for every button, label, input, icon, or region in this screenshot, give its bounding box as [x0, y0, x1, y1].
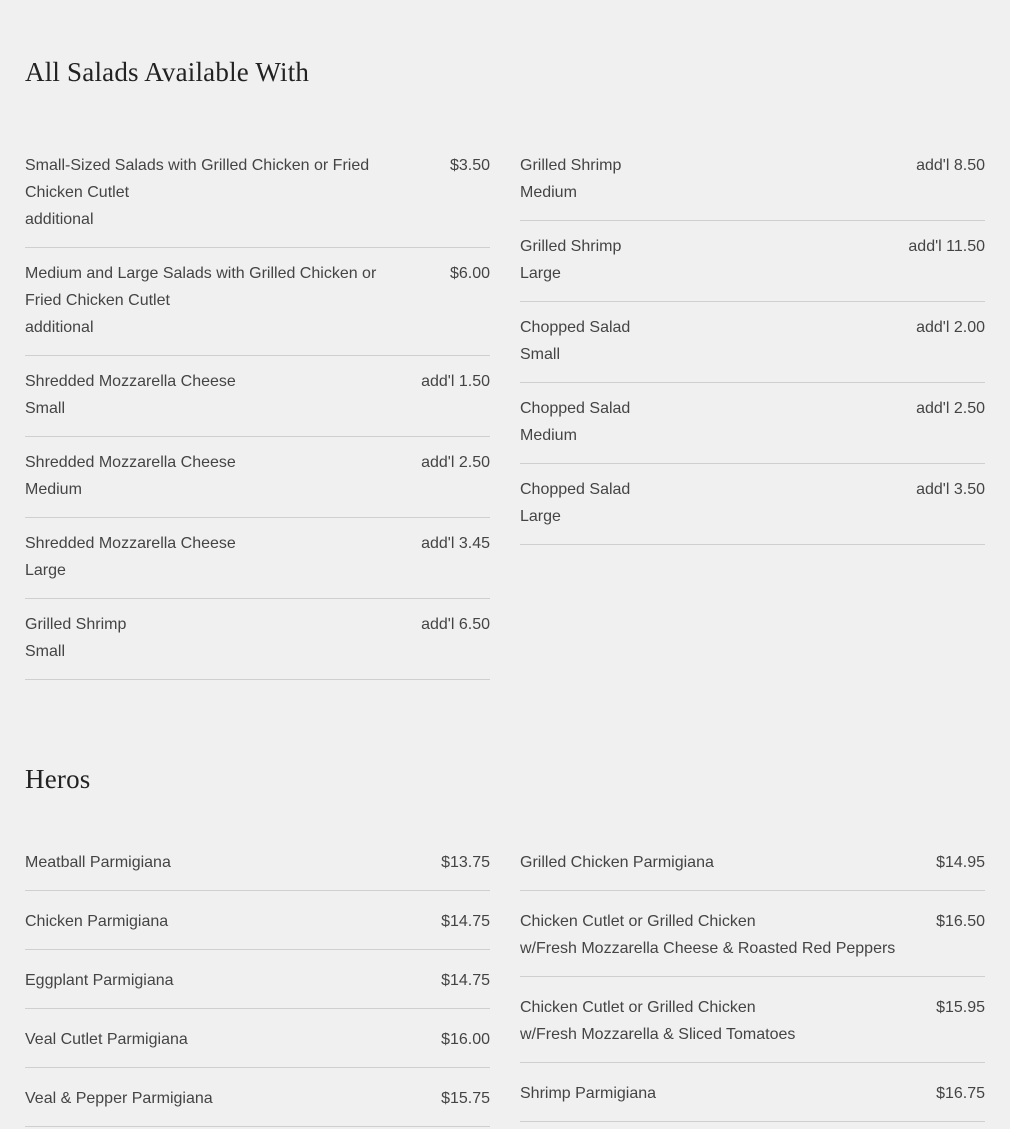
menu-item-text [25, 530, 385, 584]
menu-item [520, 977, 985, 1063]
salads-left-column [25, 140, 490, 680]
menu-item [520, 221, 985, 302]
menu-item-price: add'l 8.50 [916, 157, 985, 174]
menu-item-price: add'l 6.50 [421, 616, 490, 633]
menu-item-name: Grilled Shrimp [520, 238, 622, 255]
section-title: Heros [25, 764, 91, 794]
menu-item-text [25, 449, 385, 503]
menu-item-price: $13.75 [441, 854, 490, 871]
menu-item [25, 248, 490, 356]
menu-item-detail: w/Fresh Mozzarella Cheese & Roasted Red Peppers [520, 940, 896, 957]
menu-item-name: Chicken Parmigiana [25, 913, 169, 930]
menu-item [520, 464, 985, 545]
menu-item-price: $15.95 [936, 999, 985, 1016]
menu-item-text [520, 314, 880, 368]
menu-item-text [520, 908, 900, 962]
menu-item-text [25, 908, 405, 935]
menu-item-text [25, 611, 385, 665]
menu-item-detail: Large [25, 562, 66, 579]
menu-item-price: add'l 1.50 [421, 373, 490, 390]
menu-item-price: $16.50 [936, 913, 985, 930]
menu-item-name: Shredded Mozzarella Cheese [25, 535, 236, 552]
menu-item-detail: Medium [520, 184, 577, 201]
menu-item-name: Grilled Shrimp [520, 157, 622, 174]
menu-item-text [520, 233, 880, 287]
menu-item [25, 356, 490, 437]
menu-item-name: Grilled Chicken Parmigiana [520, 854, 714, 871]
menu-item-price: $14.75 [441, 913, 490, 930]
menu-item-price: add'l 3.45 [421, 535, 490, 552]
menu-item [520, 302, 985, 383]
menu-item-price: $14.75 [441, 972, 490, 989]
menu-item-name: Small-Sized Salads with Grilled Chicken or Fried Chicken Cutlet [25, 157, 370, 201]
menu-item [520, 383, 985, 464]
menu-item-text [520, 1080, 900, 1107]
menu-item-name: Chopped Salad [520, 400, 631, 417]
menu-item [25, 950, 490, 1009]
menu-item-detail: Large [520, 508, 561, 525]
menu-item-text [520, 476, 880, 530]
menu-item-detail: Small [25, 400, 66, 417]
menu-item-detail: Small [520, 346, 561, 363]
menu-item-price: $14.95 [936, 854, 985, 871]
menu-item-name: Eggplant Parmigiana [25, 972, 174, 989]
heros-left-column [25, 832, 490, 1127]
menu-item-price: $6.00 [449, 265, 490, 282]
menu-item-price: add'l 2.00 [916, 319, 985, 336]
menu-item-name: Shredded Mozzarella Cheese [25, 454, 236, 471]
menu-item-price: $3.50 [449, 157, 490, 174]
menu-item-text [25, 260, 385, 341]
menu-item [520, 891, 985, 977]
menu-item [25, 1068, 490, 1127]
menu-item [25, 140, 490, 248]
menu-item-text [25, 1026, 405, 1053]
menu-item [520, 140, 985, 221]
menu-item-price: add'l 2.50 [916, 400, 985, 417]
menu-item-text [520, 152, 880, 206]
menu-item [25, 437, 490, 518]
menu-item-text [520, 994, 900, 1048]
menu-item-name: Chopped Salad [520, 481, 631, 498]
menu-item-name: Grilled Shrimp [25, 616, 127, 633]
menu-item-text [25, 967, 405, 994]
menu-item-text [25, 1085, 405, 1112]
menu-item-text [25, 152, 385, 233]
menu-item-text [25, 849, 405, 876]
menu-item-name: Chicken Cutlet or Grilled Chicken [520, 999, 756, 1016]
menu-item-text [520, 395, 880, 449]
menu-item-price: add'l 3.50 [916, 481, 985, 498]
salads-right-column [520, 140, 985, 680]
menu-item-name: Medium and Large Salads with Grilled Chicken or Fried Chicken Cutlet [25, 265, 377, 309]
menu-item-price: $16.75 [936, 1085, 985, 1102]
menu-item-name: Meatball Parmigiana [25, 854, 171, 871]
menu-item-detail: w/Fresh Mozzarella & Sliced Tomatoes [520, 1026, 796, 1043]
menu-item-text [25, 368, 385, 422]
heros-section [25, 762, 985, 1107]
menu-item-price: add'l 11.50 [908, 238, 985, 255]
menu-item-name: Chicken Cutlet or Grilled Chicken [520, 913, 756, 930]
menu-item-name: Shrimp Parmigiana [520, 1085, 657, 1102]
menu-item-name: Veal Cutlet Parmigiana [25, 1031, 188, 1048]
menu-item-name: Veal & Pepper Parmigiana [25, 1090, 213, 1107]
menu-item [25, 1009, 490, 1068]
menu-item [25, 832, 490, 891]
menu-item [25, 891, 490, 950]
heros-right-column [520, 832, 985, 1127]
menu-item-price: add'l 2.50 [421, 454, 490, 471]
salads-columns [25, 140, 985, 680]
menu-item-text [520, 849, 900, 876]
menu-item-detail: additional [25, 211, 94, 228]
menu-item-detail: Small [25, 643, 66, 660]
menu-item-name: Chopped Salad [520, 319, 631, 336]
menu-item-detail: Medium [25, 481, 82, 498]
menu-item-detail: additional [25, 319, 94, 336]
menu-item-price: $15.75 [441, 1090, 490, 1107]
section-title: All Salads Available With [25, 57, 310, 87]
menu-item [25, 518, 490, 599]
menu-item [520, 1063, 985, 1122]
heros-columns [25, 832, 985, 1127]
menu-item-price: $16.00 [441, 1031, 490, 1048]
menu-item-detail: Large [520, 265, 561, 282]
salads-section [25, 55, 985, 660]
menu-item [520, 832, 985, 891]
menu-item-detail: Medium [520, 427, 577, 444]
menu-item-name: Shredded Mozzarella Cheese [25, 373, 236, 390]
menu-item [25, 599, 490, 680]
